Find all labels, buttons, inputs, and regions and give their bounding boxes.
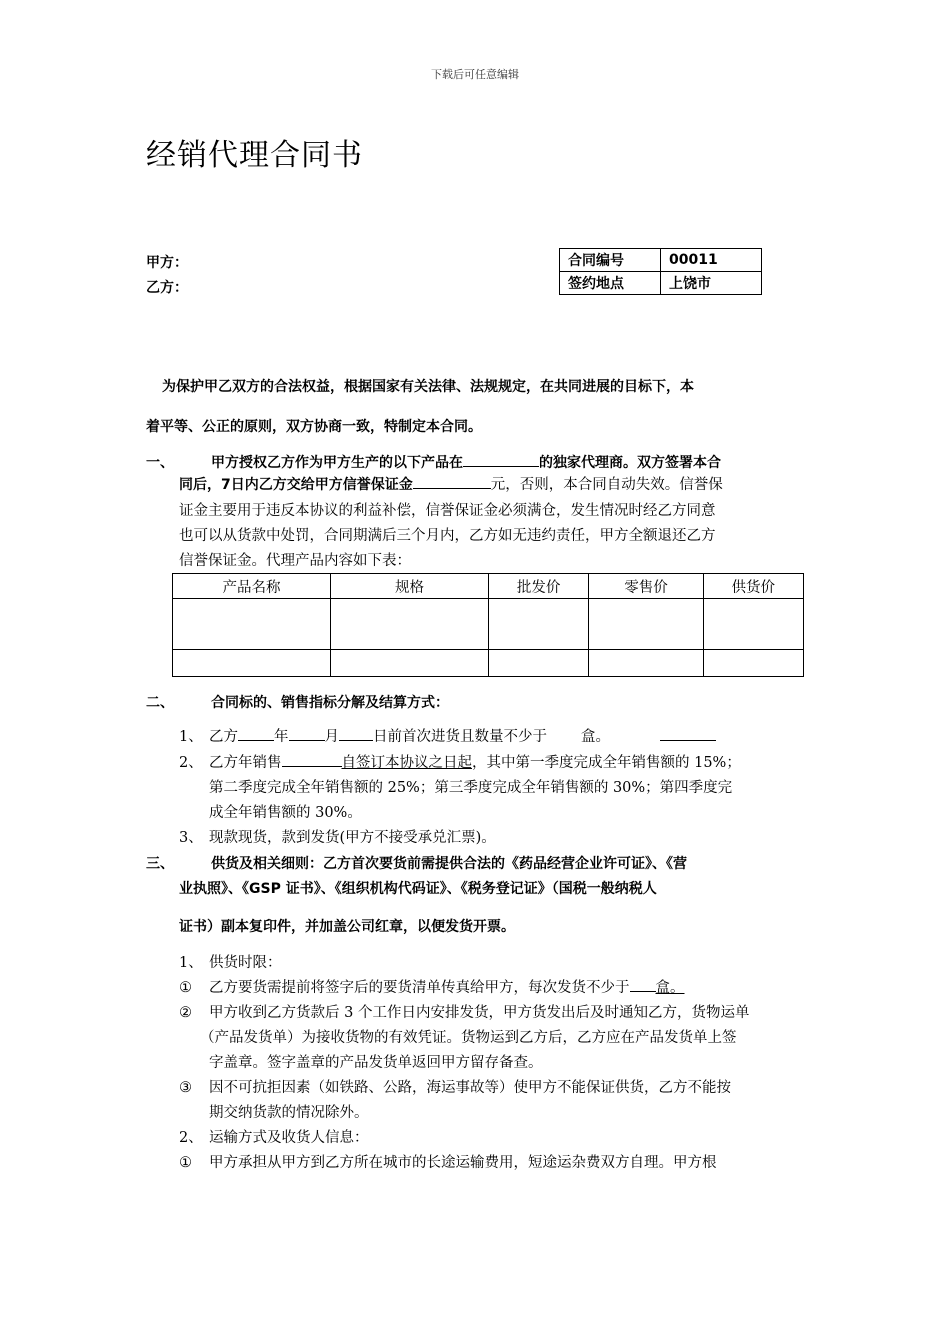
section3-line-1: 供货及相关细则：乙方首次要货前需提供合法的《药品经营企业许可证》、《营 [211,856,687,872]
item-text: 日前首次进货且数量不少于 [373,729,547,745]
section3-clause-2 [179,1000,749,1026]
document-title: 经销代理合同书 [146,138,363,173]
table-cell [703,650,803,677]
contract-no-label: 合同编号 [560,249,661,272]
header-spec: 规格 [330,574,488,599]
section2-item-2-line-3: 成全年销售额的 30%。 [209,805,362,821]
contract-info-table [559,248,762,295]
header-wholesale-price: 批发价 [488,574,588,599]
section1-line-1 [211,452,721,472]
item-text: 运输方式及收货人信息： [209,1130,369,1146]
table-cell [488,650,588,677]
section3-sub-2-clause-1 [179,1150,717,1176]
section3-clause-3-line-2: 期交纳货款的情况除外。 [209,1105,369,1121]
section2-item-2 [179,750,807,776]
section1-line-2 [179,472,723,498]
header-product-name: 产品名称 [173,574,331,599]
section1-line-1a: 甲方授权乙方作为甲方生产的以下产品在 [211,455,463,471]
table-cell [589,650,703,677]
table-cell [173,599,331,650]
section2-item-2-line-2: 第二季度完成全年销售额的 25%；第三季度完成全年销售额的 30%；第四季度完 [209,780,733,796]
clause-text: 甲方收到乙方货款后 3 个工作日内安排发货，甲方货发出后及时通知乙方，货物运单 [209,1005,750,1021]
section3-clause-1 [179,975,685,1001]
contract-no-value: 00011 [661,249,762,272]
deposit-blank [413,474,491,489]
item-text: 盒。 [581,729,610,745]
table-cell [330,650,488,677]
section3-clause-3 [179,1075,731,1101]
party-b-label: 乙方： [146,280,188,296]
header-supply-price: 供货价 [703,574,803,599]
item-text: 年 [274,729,289,745]
section2-number: 二、 [146,695,174,711]
item-text: 现款现货，款到发货(甲方不接受承兑汇票)。 [209,830,496,846]
table-cell [589,599,703,650]
item-text: 乙方 [209,729,238,745]
month-blank [289,726,325,741]
item-text: 供货时限： [209,955,282,971]
item-number: 2、 [179,1130,203,1146]
clause-text: 盒。 [655,980,685,996]
section3-sub-2 [179,1125,369,1151]
section1-line-4: 也可以从货款中处罚，合同期满后三个月内，乙方如无违约责任，甲方全额退还乙方 [179,528,716,544]
section3-line-3: 证书）副本复印件，并加盖公司红章，以便发货开票。 [179,919,515,935]
section2-item-1 [179,724,807,750]
table-cell [703,599,803,650]
intro-line-2: 着平等、公正的原则，双方协商一致，特制定本合同。 [146,419,482,435]
item-number: 1、 [179,729,203,745]
table-row [173,599,804,650]
item-number: 1、 [179,955,203,971]
table-cell [330,599,488,650]
day-blank [339,726,373,741]
sales-blank [282,752,342,767]
clause-text: 甲方承担从甲方到乙方所在城市的长途运输费用，短途运杂费双方自理。甲方根 [209,1155,717,1171]
clause-mark: ② [179,1005,192,1021]
item-text: 乙方年销售 [209,755,282,771]
year-blank [238,726,274,741]
party-a-label: 甲方： [146,255,188,271]
section3-sub-1 [179,950,282,976]
section1-line-1b: 的独家代理商。双方签署本合 [539,455,721,471]
item-text: ，其中第一季度完成全年销售额的 15%； [472,755,741,771]
clause-mark: ③ [179,1080,192,1096]
table-row [173,650,804,677]
section3-clause-2-line-2: （产品发货单）为接收货物的有效凭证。货物运到乙方后，乙方应在产品发货单上签 [200,1030,737,1046]
item-underlined-text: 自签订本协议之日起 [341,755,472,771]
quantity-blank [660,726,716,741]
section3-number: 三、 [146,856,174,872]
header-note: 下载后可任意编辑 [431,68,519,81]
min-quantity-blank [630,977,656,992]
section3-clause-2-line-3: 字盖章。签字盖章的产品发货单返回甲方留存备查。 [209,1055,543,1071]
clause-text: 乙方要货需提前将签字后的要货清单传真给甲方，每次发货不少于 [209,980,630,996]
clause-mark: ① [179,980,192,996]
intro-line-1: 为保护甲乙双方的合法权益，根据国家有关法律、法规规定，在共同进展的目标下，本 [162,379,694,395]
location-value: 上饶市 [661,272,762,295]
region-blank [463,452,539,467]
section2-title: 合同标的、销售指标分解及结算方式： [211,695,449,711]
section2-item-3 [179,825,496,851]
section1-line-5: 信誉保证金。代理产品内容如下表： [179,553,411,569]
product-table [172,573,804,677]
section1-line-2a: 同后，7日内乙方交给甲方信誉保证金 [179,477,413,493]
location-label: 签约地点 [560,272,661,295]
clause-mark: ① [179,1155,192,1171]
section1-number: 一、 [146,455,174,471]
section1-line-3: 证金主要用于违反本协议的利益补偿，信誉保证金必须满仓，发生情况时经乙方同意 [179,503,716,519]
section1-line-2b: 元，否则，本合同自动失效。信誉保 [490,477,723,493]
item-text: 月 [324,729,339,745]
table-cell [488,599,588,650]
section3-line-2: 业执照》、《GSP 证书》、《组织机构代码证》、《税务登记证》（国税一般纳税人 [179,881,657,897]
header-retail-price: 零售价 [589,574,703,599]
clause-text: 因不可抗拒因素（如铁路、公路，海运事故等）使甲方不能保证供货，乙方不能按 [209,1080,731,1096]
table-cell [173,650,331,677]
item-number: 2、 [179,755,203,771]
item-number: 3、 [179,830,203,846]
